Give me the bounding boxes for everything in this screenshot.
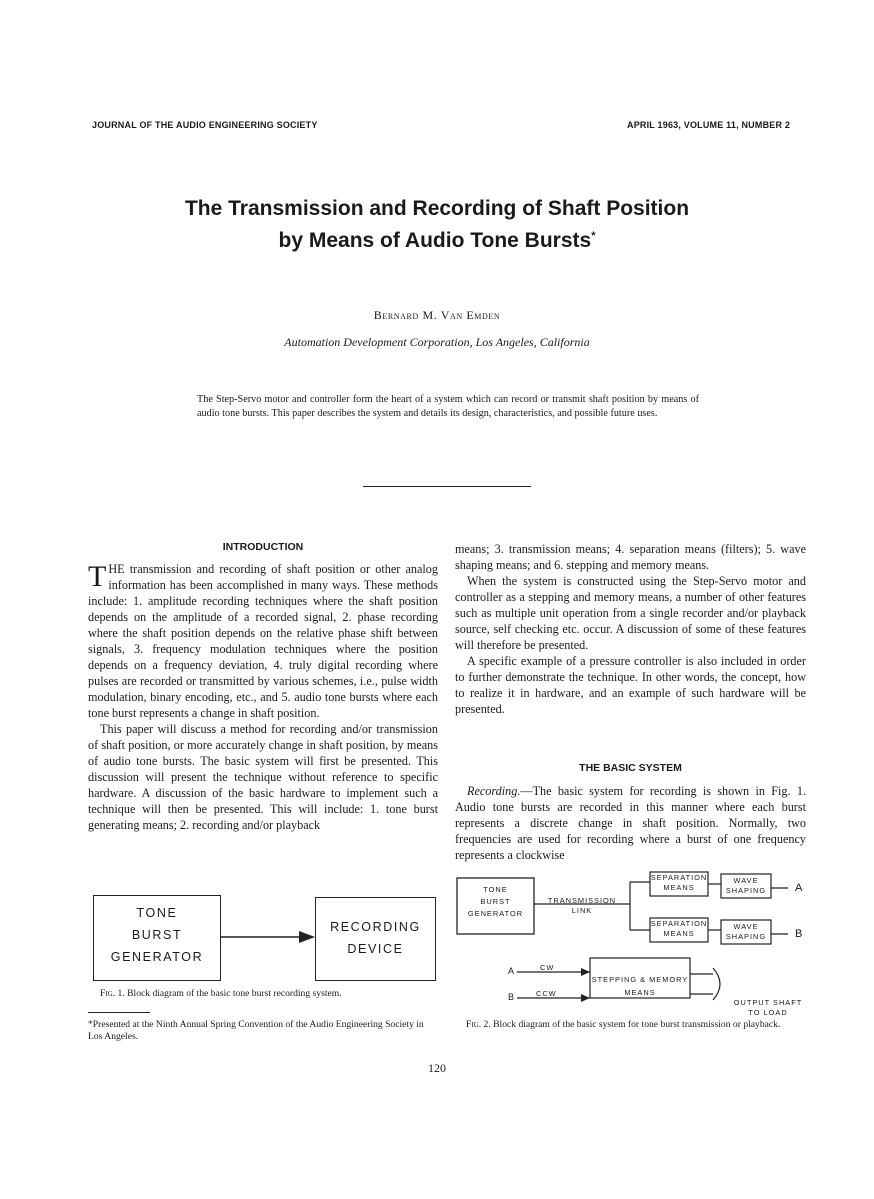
recording-device-label: RECORDING DEVICE [330,920,421,956]
fig2-wave-shaping-bottom-label: WAVE SHAPING [725,922,767,941]
title-footnote-marker: * [591,230,596,242]
fig2-output-shaft-label: OUTPUT SHAFT TO LOAD [733,998,803,1017]
title-line-2: by Means of Audio Tone Bursts* [278,229,596,252]
journal-name: JOURNAL OF THE AUDIO ENGINEERING SOCIETY [92,120,318,130]
abstract: The Step-Servo motor and controller form the heart of a system which can record or transmit shaft position by means of audio tone bursts. This paper describes the system and details its design, characteristics, and possible future uses. [197,394,699,419]
fig2-wave-shaping-top-label: WAVE SHAPING [725,876,767,895]
intro-paragraph-2: This paper will discuss a method for recording and/or transmission of shaft position, or more accurately change in shaft position, by means of audio tone bursts. The basic system will first be presented. This discussion will present the technique without reference to specific hardware. A discussion of the basic hardware to implement such a technique will then be presented. This will include: 1. tone burst generating means; 2. recording and/or playback [88,722,438,832]
fig2-stepping-memory-label: STEPPING & MEMORY MEANS [591,975,689,997]
left-column [88,561,438,833]
basic-system-heading: THE BASIC SYSTEM [579,762,682,774]
fig2-separation-bottom-label: SEPARATION MEANS [650,919,708,938]
footnote: *Presented at the Ninth Annual Spring Convention of the Audio Engineering Society in Los Angeles. [88,1019,424,1042]
recording-run-in: Recording. [467,784,521,798]
affiliation: Automation Development Corporation, Los Angeles, California [284,335,590,349]
separator-rule [363,486,531,487]
fig2-transmission-link-label: TRANSMISSION LINK [547,896,617,915]
fig2-cw-label: CW [540,963,555,972]
title-line-1: The Transmission and Recording of Shaft Position [184,197,690,220]
footnote-rule [88,1012,150,1013]
drop-cap: T [88,560,107,593]
basic-system-text [455,783,806,863]
right-column [455,541,806,717]
introduction-heading: INTRODUCTION [222,541,304,553]
fig2-separation-top-label: SEPARATION MEANS [650,873,708,892]
tone-burst-generator-label: TONE BURST GENERATOR [110,906,204,964]
intro-paragraph-4: When the system is constructed using the Step-Servo motor and controller as a stepping and memory means, a number of other features such as multiple unit operation from a single recorder and/or playback source, self checking etc. occur. A discussion of some of these features will therefore be presented. [455,574,806,652]
figure-1-caption: Fig. 1. Block diagram of the basic tone burst recording system. [100,988,342,999]
fig2-input-b: B [508,992,516,1002]
intro-paragraph-1: THE transmission and recording of shaft position or other analog information has been accomplished in many ways. These methods include: 1. amplitude recording techniques where the shaft position depends on the amplitude of a recorded signal, 2. phase recording where the shaft position depends on the relative phase shift between signals, 3. frequency modulation techniques where the position depends on a frequency deviation, 4. truly digital recording where pulses are recorded or transmitted by various schemes, i.e., pulse width modulation, binary encoding, etc., and 5. audio tone bursts where each tone burst represents a change in shaft position. [88,560,438,720]
author: Bernard M. Van Emden [373,308,501,322]
fig2-ccw-label: CCW [536,989,557,998]
figure-2-caption: Fig. 2. Block diagram of the basic system for tone burst transmission or playback. [466,1019,781,1030]
fig1-arrow [221,925,316,949]
fig2-tone-burst-generator-label: TONE BURST GENERATOR [467,885,524,918]
fig2-input-a: A [508,966,516,976]
intro-paragraph-5: A specific example of a pressure controller is also included in order to further demonstrate the technique. In other words, the concept, how to realize it in hardware, and an example of such hardware will be presented. [455,654,806,716]
page-number: 120 [428,1061,446,1075]
fig2-output-b: B [795,928,804,940]
issue-info: APRIL 1963, VOLUME 11, NUMBER 2 [627,120,791,130]
intro-paragraph-3: means; 3. transmission means; 4. separation means (filters); 5. wave shaping means; and 6. stepping and memory means. [455,542,806,572]
fig2-output-a: A [795,882,804,894]
basic-system-paragraph: Recording.—The basic system for recording is shown in Fig. 1. Audio tone bursts are recorded in this manner where each burst represents a discrete change in shaft position. Normally, two frequencies are used for recording where a burst of one frequency represents a clockwise [455,784,806,862]
